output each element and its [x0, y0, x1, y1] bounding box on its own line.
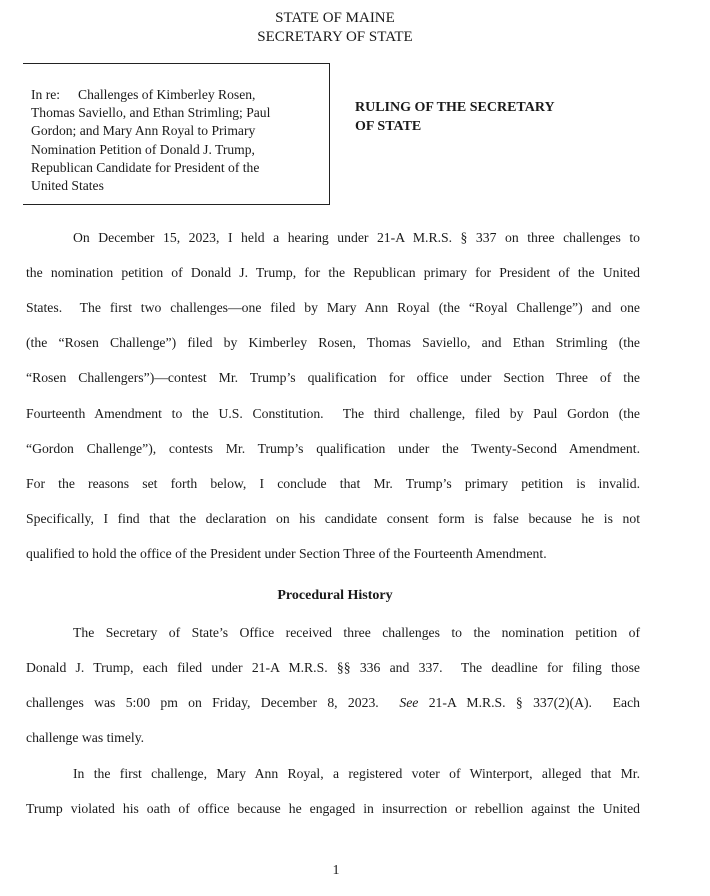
- body-line: Trump violated his oath of office because he engaged in insurrection or rebellion against the United: [26, 801, 640, 816]
- ruling-title-line: OF STATE: [355, 119, 422, 134]
- body-line: States. The first two challenges—one filed by Mary Ann Royal (the “Royal Challenge”) and one: [26, 300, 640, 315]
- body-line: “Rosen Challengers”)—contest Mr. Trump’s qualification for office under Section Three of the: [26, 370, 640, 385]
- caption-line: Nomination Petition of Donald J. Trump,: [31, 141, 255, 157]
- header-office: SECRETARY OF STATE: [257, 29, 413, 45]
- header-state: STATE OF MAINE: [275, 10, 395, 26]
- ruling-title: [355, 98, 605, 136]
- document-header: [0, 9, 670, 47]
- case-caption: [31, 86, 321, 195]
- body-line: qualified to hold the office of the President under Section Three of the Fourteenth Amendment.: [26, 546, 547, 561]
- body-line: On December 15, 2023, I held a hearing under 21-A M.R.S. § 337 on three challenges to: [73, 230, 640, 245]
- body-text: 21-A M.R.S. § 337(2)(A). Each: [418, 695, 640, 710]
- body-line: [26, 694, 640, 712]
- body-text: challenges was 5:00 pm on Friday, December 8, 2023.: [26, 695, 400, 710]
- body-line: (the “Rosen Challenge”) filed by Kimberley Rosen, Thomas Saviello, and Ethan Strimling (the: [26, 335, 640, 350]
- caption-line: [31, 86, 321, 104]
- caption-line: Republican Candidate for President of the: [31, 159, 260, 175]
- body-line: Donald J. Trump, each filed under 21-A M.R.S. §§ 336 and 337. The deadline for filing those: [26, 660, 640, 675]
- caption-line: Gordon; and Mary Ann Royal to Primary: [31, 123, 256, 139]
- body-line: The Secretary of State’s Office received three challenges to the nomination petition of: [73, 625, 640, 640]
- page-number: 1: [332, 863, 340, 878]
- caption-line-text: Challenges of Kimberley Rosen,: [78, 87, 256, 102]
- body-line: the nomination petition of Donald J. Trump, for the Republican primary for President of the United: [26, 265, 640, 280]
- body-line: For the reasons set forth below, I conclude that Mr. Trump’s primary petition is invalid.: [26, 476, 640, 491]
- body-line: In the first challenge, Mary Ann Royal, a registered voter of Winterport, alleged that Mr.: [73, 766, 640, 781]
- ruling-title-line: RULING OF THE SECRETARY: [355, 100, 555, 115]
- caption-line: United States: [31, 178, 104, 194]
- section-heading-procedural-history: Procedural History: [277, 588, 393, 603]
- body-line: challenge was timely.: [26, 730, 145, 745]
- caption-lead: In re:: [31, 87, 61, 102]
- body-line: Fourteenth Amendment to the U.S. Constitution. The third challenge, filed by Paul Gordon (the: [26, 406, 640, 421]
- citation-signal-see: See: [399, 695, 419, 710]
- caption-line: Thomas Saviello, and Ethan Strimling; Paul: [31, 105, 271, 121]
- body-line: Specifically, I find that the declaration on his candidate consent form is false because he is not: [26, 511, 640, 526]
- body-line: “Gordon Challenge”), contests Mr. Trump’s qualification under the Twenty-Second Amendment.: [26, 441, 640, 456]
